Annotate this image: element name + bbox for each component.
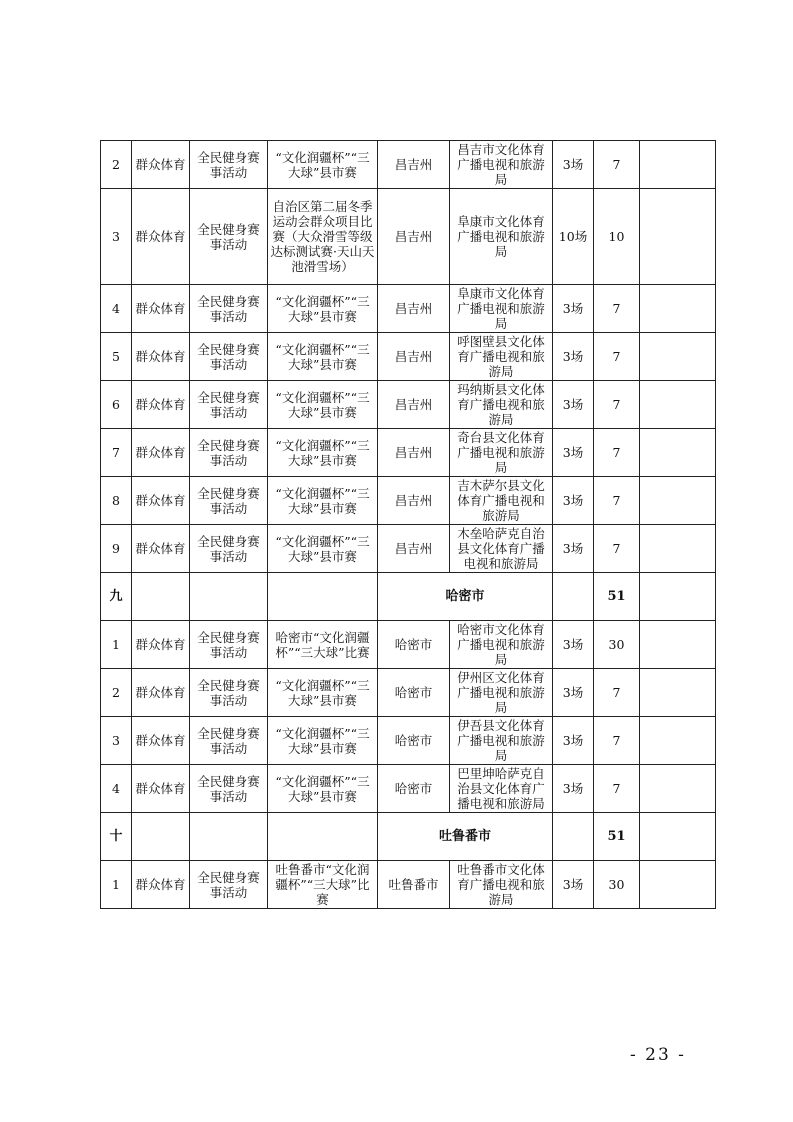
event-name-cell: “文化润疆杯”“三大球”县市赛 — [268, 285, 378, 333]
category-cell: 群众体育 — [132, 285, 190, 333]
row-number-cell: 6 — [101, 381, 132, 429]
organizer-cell: 阜康市文化体育广播电视和旅游局 — [450, 189, 553, 285]
empty-cell — [553, 813, 594, 861]
empty-cell — [268, 573, 378, 621]
region-cell: 吐鲁番市 — [378, 861, 450, 909]
table-row — [101, 717, 716, 765]
row-number-cell: 2 — [101, 141, 132, 189]
region-cell: 昌吉州 — [378, 333, 450, 381]
activity-type-cell: 全民健身赛事活动 — [190, 285, 268, 333]
organizer-cell: 吉木萨尔县文化体育广播电视和旅游局 — [450, 477, 553, 525]
event-name-cell: “文化润疆杯”“三大球”县市赛 — [268, 141, 378, 189]
extra-cell — [640, 333, 716, 381]
category-cell: 群众体育 — [132, 765, 190, 813]
organizer-cell: 玛纳斯县文化体育广播电视和旅游局 — [450, 381, 553, 429]
row-number-cell: 4 — [101, 765, 132, 813]
region-cell: 昌吉州 — [378, 429, 450, 477]
organizer-cell: 伊州区文化体育广播电视和旅游局 — [450, 669, 553, 717]
event-name-cell: “文化润疆杯”“三大球”县市赛 — [268, 669, 378, 717]
extra-cell — [640, 621, 716, 669]
row-number-cell: 9 — [101, 525, 132, 573]
event-name-cell: 吐鲁番市“文化润疆杯”“三大球”比赛 — [268, 861, 378, 909]
activity-type-cell: 全民健身赛事活动 — [190, 429, 268, 477]
count-cell: 3场 — [553, 717, 594, 765]
extra-cell — [640, 189, 716, 285]
organizer-cell: 奇台县文化体育广播电视和旅游局 — [450, 429, 553, 477]
count-cell: 3场 — [553, 429, 594, 477]
value-cell: 7 — [594, 669, 640, 717]
count-cell: 3场 — [553, 765, 594, 813]
count-cell: 3场 — [553, 525, 594, 573]
value-cell: 7 — [594, 141, 640, 189]
activity-type-cell: 全民健身赛事活动 — [190, 765, 268, 813]
count-cell: 3场 — [553, 141, 594, 189]
region-cell: 哈密市 — [378, 765, 450, 813]
organizer-cell: 木垒哈萨克自治县文化体育广播电视和旅游局 — [450, 525, 553, 573]
extra-cell — [640, 285, 716, 333]
extra-cell — [640, 141, 716, 189]
region-cell: 昌吉州 — [378, 141, 450, 189]
extra-cell — [640, 381, 716, 429]
table-row — [101, 285, 716, 333]
event-name-cell: “文化润疆杯”“三大球”县市赛 — [268, 333, 378, 381]
section-number-cell: 九 — [101, 573, 132, 621]
empty-cell — [132, 813, 190, 861]
region-cell: 昌吉州 — [378, 189, 450, 285]
value-cell: 7 — [594, 429, 640, 477]
category-cell: 群众体育 — [132, 669, 190, 717]
region-cell: 昌吉州 — [378, 525, 450, 573]
category-cell: 群众体育 — [132, 189, 190, 285]
count-cell: 3场 — [553, 861, 594, 909]
event-name-cell: “文化润疆杯”“三大球”县市赛 — [268, 429, 378, 477]
table-row — [101, 861, 716, 909]
event-name-cell: 哈密市“文化润疆杯”“三大球”比赛 — [268, 621, 378, 669]
count-cell: 3场 — [553, 381, 594, 429]
extra-cell — [640, 429, 716, 477]
value-cell: 30 — [594, 861, 640, 909]
count-cell: 3场 — [553, 333, 594, 381]
empty-cell — [640, 813, 716, 861]
region-cell: 昌吉州 — [378, 285, 450, 333]
extra-cell — [640, 525, 716, 573]
row-number-cell: 7 — [101, 429, 132, 477]
organizer-cell: 吐鲁番市文化体育广播电视和旅游局 — [450, 861, 553, 909]
section-number-cell: 十 — [101, 813, 132, 861]
table-row — [101, 333, 716, 381]
event-name-cell: “文化润疆杯”“三大球”县市赛 — [268, 381, 378, 429]
extra-cell — [640, 717, 716, 765]
row-number-cell: 4 — [101, 285, 132, 333]
section-region-cell: 哈密市 — [378, 573, 553, 621]
value-cell: 7 — [594, 381, 640, 429]
empty-cell — [190, 813, 268, 861]
organizer-cell: 巴里坤哈萨克自治县文化体育广播电视和旅游局 — [450, 765, 553, 813]
section-row — [101, 813, 716, 861]
table-row — [101, 477, 716, 525]
table-row — [101, 669, 716, 717]
extra-cell — [640, 669, 716, 717]
row-number-cell: 1 — [101, 621, 132, 669]
table-row — [101, 141, 716, 189]
event-name-cell: “文化润疆杯”“三大球”县市赛 — [268, 717, 378, 765]
event-name-cell: “文化润疆杯”“三大球”县市赛 — [268, 477, 378, 525]
event-name-cell: “文化润疆杯”“三大球”县市赛 — [268, 525, 378, 573]
category-cell: 群众体育 — [132, 141, 190, 189]
category-cell: 群众体育 — [132, 861, 190, 909]
events-table-body — [101, 141, 716, 909]
section-total-cell: 51 — [594, 573, 640, 621]
row-number-cell: 3 — [101, 717, 132, 765]
region-cell: 哈密市 — [378, 621, 450, 669]
table-row — [101, 765, 716, 813]
value-cell: 7 — [594, 765, 640, 813]
value-cell: 7 — [594, 717, 640, 765]
category-cell: 群众体育 — [132, 477, 190, 525]
count-cell: 10场 — [553, 189, 594, 285]
extra-cell — [640, 861, 716, 909]
value-cell: 7 — [594, 285, 640, 333]
activity-type-cell: 全民健身赛事活动 — [190, 621, 268, 669]
table-row — [101, 381, 716, 429]
event-name-cell: “文化润疆杯”“三大球”县市赛 — [268, 765, 378, 813]
category-cell: 群众体育 — [132, 525, 190, 573]
category-cell: 群众体育 — [132, 717, 190, 765]
organizer-cell: 昌吉市文化体育广播电视和旅游局 — [450, 141, 553, 189]
organizer-cell: 呼图壁县文化体育广播电视和旅游局 — [450, 333, 553, 381]
extra-cell — [640, 477, 716, 525]
activity-type-cell: 全民健身赛事活动 — [190, 141, 268, 189]
row-number-cell: 3 — [101, 189, 132, 285]
region-cell: 哈密市 — [378, 669, 450, 717]
category-cell: 群众体育 — [132, 621, 190, 669]
region-cell: 昌吉州 — [378, 381, 450, 429]
section-row — [101, 573, 716, 621]
events-table — [100, 140, 716, 909]
region-cell: 昌吉州 — [378, 477, 450, 525]
count-cell: 3场 — [553, 669, 594, 717]
organizer-cell: 阜康市文化体育广播电视和旅游局 — [450, 285, 553, 333]
event-name-cell: 自治区第二届冬季运动会群众项目比赛（大众滑雪等级达标测试赛·天山天池滑雪场） — [268, 189, 378, 285]
empty-cell — [190, 573, 268, 621]
table-row — [101, 189, 716, 285]
extra-cell — [640, 765, 716, 813]
organizer-cell: 伊吾县文化体育广播电视和旅游局 — [450, 717, 553, 765]
table-row — [101, 621, 716, 669]
activity-type-cell: 全民健身赛事活动 — [190, 381, 268, 429]
row-number-cell: 8 — [101, 477, 132, 525]
value-cell: 30 — [594, 621, 640, 669]
table-row — [101, 429, 716, 477]
page-number: - 23 - — [630, 1045, 686, 1065]
activity-type-cell: 全民健身赛事活动 — [190, 333, 268, 381]
category-cell: 群众体育 — [132, 429, 190, 477]
value-cell: 10 — [594, 189, 640, 285]
count-cell: 3场 — [553, 285, 594, 333]
value-cell: 7 — [594, 477, 640, 525]
count-cell: 3场 — [553, 621, 594, 669]
section-region-cell: 吐鲁番市 — [378, 813, 553, 861]
activity-type-cell: 全民健身赛事活动 — [190, 189, 268, 285]
activity-type-cell: 全民健身赛事活动 — [190, 861, 268, 909]
category-cell: 群众体育 — [132, 381, 190, 429]
row-number-cell: 5 — [101, 333, 132, 381]
activity-type-cell: 全民健身赛事活动 — [190, 717, 268, 765]
value-cell: 7 — [594, 525, 640, 573]
empty-cell — [268, 813, 378, 861]
activity-type-cell: 全民健身赛事活动 — [190, 477, 268, 525]
row-number-cell: 1 — [101, 861, 132, 909]
empty-cell — [553, 573, 594, 621]
value-cell: 7 — [594, 333, 640, 381]
region-cell: 哈密市 — [378, 717, 450, 765]
section-total-cell: 51 — [594, 813, 640, 861]
organizer-cell: 哈密市文化体育广播电视和旅游局 — [450, 621, 553, 669]
row-number-cell: 2 — [101, 669, 132, 717]
category-cell: 群众体育 — [132, 333, 190, 381]
activity-type-cell: 全民健身赛事活动 — [190, 669, 268, 717]
empty-cell — [132, 573, 190, 621]
count-cell: 3场 — [553, 477, 594, 525]
table-row — [101, 525, 716, 573]
activity-type-cell: 全民健身赛事活动 — [190, 525, 268, 573]
empty-cell — [640, 573, 716, 621]
